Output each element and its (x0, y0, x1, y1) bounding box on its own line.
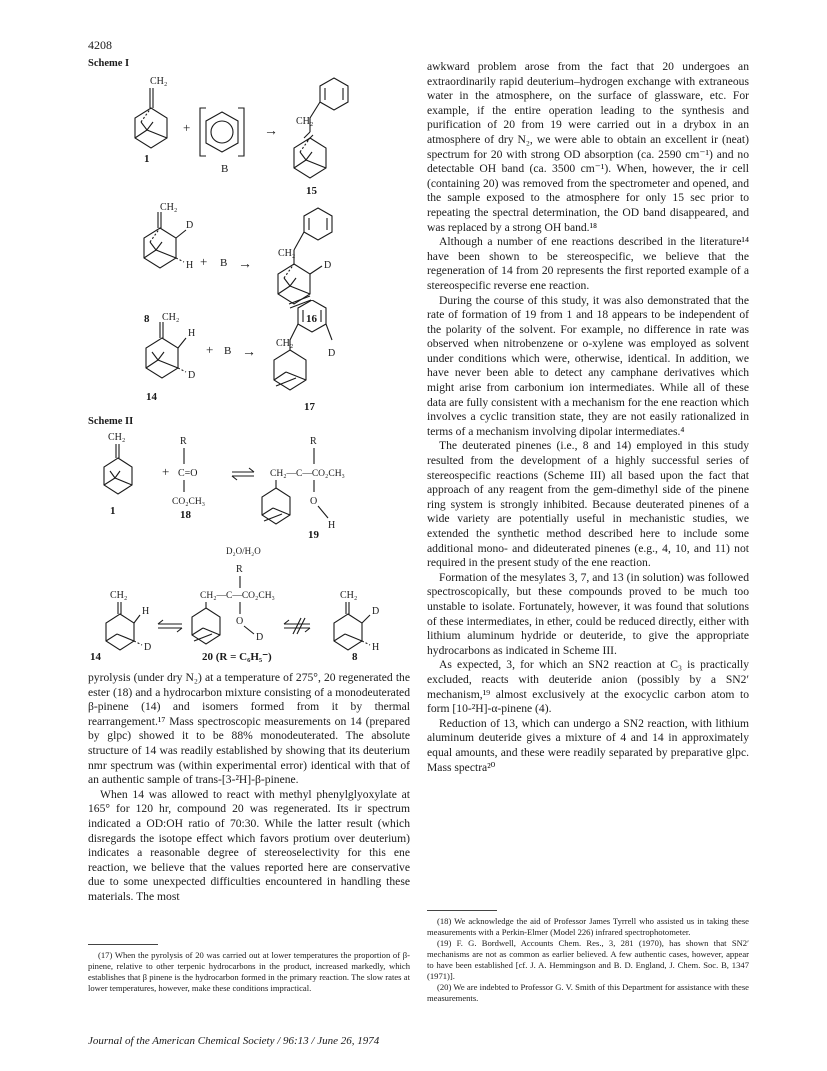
blocked-equilibrium-arrow (284, 618, 310, 634)
right-footnotes (427, 916, 749, 1004)
right-paragraph: Reduction of 13, which can undergo a SN2 reaction, with lithium aluminum deuteride gives a mixture of 4 and 14 in approximately equal amounts, and these were readily separated by preparative glpc. Mass spectra²⁰ (427, 716, 749, 774)
compound-18-number: 18 (180, 509, 191, 521)
d-label-16: D (324, 260, 332, 271)
footnote-17: (17) When the pyrolysis of 20 was carried out at lower temperatures the proportion of β-pinene, relative to other terpenic hydrocarbons in the product, increased markedly, which establishes that β pinene is the hydrocarbon formed in the primary reaction. The slow rates at lower temperatures, however, make these conditions impractical. (88, 950, 410, 993)
equilibrium-arrow-2 (158, 620, 182, 632)
right-paragraph: During the course of this study, it was also demonstrated that the rate of formation of 19 from 1 and 18 appears to be independent of the polarity of the solvent. For example, no difference in rate was observed when nitrobenzene or o-xylene was employed as solvent under conditions which were, otherwise, identical. In addition, we have never been able to detect any camphane derivatives which might arise from carbonium ion intermediates. While all of these data are fully consistent with a mechanism for the ene reaction which involves a cyclic transition state, they are not easily rationalized in terms of a mechanism involving dipolar intermediates.⁴ (427, 293, 749, 438)
compound-1-s2-structure (104, 444, 132, 494)
left-paragraph: pyrolysis (under dry N₂) at a temperature of 275°, 20 regenerated the ester (18) and a hydrocarbon mixture consisting of a monodeuterated β-pinene (14) and isomers formed from it by thermal rearrangement.¹⁷ Mass spectroscopic measurements on 14 (prepared by glpc) showed it to be 88% monodeuterated. The absolute structure of 14 was readily established by showing that its deuterium nmr spectrum was (within experimental error) identical with that of an authentic sample of trans-[3-²H]-β-pinene. (88, 671, 410, 787)
right-paragraph: The deuterated pinenes (i.e., 8 and 14) employed in this study resulted from the development of a highly successful series of stereospecific reactions (Scheme III) all based upon the fact that approach of any reagent from the gem-dimethyl side of the pinene ring system is strongly inhibited. Because deuterated pinenes of a wide variety are potentially useful in mechanistic studies, we extended the synthetic method described here to include some additional mono- and dideuterated pinenes (e.g., 4, 10, and 11) not required in the present study of the ene reaction. (427, 439, 749, 570)
compound-14-s2-number: 14 (90, 651, 101, 663)
benzyne-label-2: B (220, 257, 228, 269)
ester-chain-19: CH₂—C—CO₂CH₃ (270, 469, 345, 479)
d-label-8-s2: D (372, 606, 380, 617)
d-label-14: D (188, 370, 196, 381)
compound-8-number: 8 (144, 313, 150, 325)
compound-1-number: 1 (144, 153, 150, 165)
compound-20-structure (192, 602, 220, 644)
page-number: 4208 (88, 38, 112, 52)
compound-8-s2-structure (334, 602, 370, 650)
compound-16-number: 16 (306, 313, 317, 325)
compound-14-s2-structure (106, 602, 142, 650)
h-label-8: H (186, 260, 194, 271)
benzyne-structure (200, 108, 244, 156)
benzyne-label: B (221, 163, 229, 175)
reaction-arrow-3: → (242, 345, 256, 360)
journal-footer: Journal of the American Chemical Society / 96:13 / June 26, 1974 (88, 1035, 380, 1047)
h-label-14-s2: H (142, 606, 150, 617)
ch2-label-s2: CH₂ (108, 432, 126, 443)
compound-14-number: 14 (146, 391, 157, 403)
compound-14-structure (146, 322, 186, 378)
right-paragraph: awkward problem arose from the fact that 20 undergoes an extraordinarily rapid deuterium–hydrogen exchange with extraneous water in the atmosphere, on the surface of glassware, etc. For example, if the entire operation leading to the synthesis and purification of 20 from 19 were carried out in a drybox in an atmosphere of dry N₂, we were able to obtain an excellent ir (neat) spectrum for 20 with strong OD absorption (ca. 2590 cm⁻¹) and no detectable OH band (ca. 3500 cm⁻¹). When, however, the ir cell (containing 20) was removed from the spectrometer and opened, and the sample exposed to the atmosphere for only 15 sec prior to repeating the spectral determination, the OD band disappeared, and was replaced by a strong OH band.¹⁸ (427, 60, 749, 234)
scheme-2-label: Scheme II (88, 416, 134, 427)
scheme-2-diagram (88, 428, 410, 668)
plus-sign-3: + (206, 342, 214, 357)
compound-8-structure (144, 212, 186, 268)
ch2-label-17: CH₂ (276, 338, 294, 349)
right-paragraph: As expected, 3, for which an SN2 reaction at C₃ is practically excluded, reacts with deuteride anion (possibly by a SN2′ mechanism,¹⁹ almost exclusively at the exocyclic carbon atom to form [10-²H]-α-pinene (4). (427, 658, 749, 716)
d-label-17: D (328, 348, 336, 359)
compound-20-number: 20 (R = C₆H₅⁻) (202, 651, 272, 663)
left-body (88, 671, 410, 905)
plus-sign: + (183, 120, 191, 135)
d-label-14-s2: D (144, 642, 152, 653)
o-label-20: O (236, 616, 244, 627)
reaction-arrow: → (264, 124, 278, 139)
reagent-label: D₂O/H₂O (226, 546, 261, 556)
h-label-8-s2: H (372, 642, 380, 653)
ch2-label-14-s2: CH₂ (110, 590, 128, 601)
compound-1-s2-number: 1 (110, 505, 116, 517)
ch2-label: CH₂ (150, 76, 168, 87)
compound-19-number: 19 (308, 529, 319, 541)
equilibrium-arrow-1 (232, 468, 254, 480)
benzyne-label-3: B (224, 345, 232, 357)
compound-8-s2-number: 8 (352, 651, 358, 663)
compound-15-structure (294, 78, 348, 178)
ester-chain-20: CH₂—C—CO₂CH₃ (200, 591, 275, 601)
r-label-18: R (180, 436, 187, 447)
r-label-20: R (236, 564, 243, 575)
carbonyl-label: C=O (178, 468, 198, 479)
scheme-1-label: Scheme I (88, 58, 130, 69)
plus-sign-s2: + (162, 464, 170, 479)
left-paragraph: When 14 was allowed to react with methyl phenylglyoxylate at 165° for 120 hr, compound 20 was regenerated. Its ir spectrum indicated a OD:OH ratio of 70:30. While the latter result (which disregards the isotope effect which favors protium over deuterium) indicates a reasonable degree of stereoselectivity for this ene reaction, we believe that the values reported here are conservative due to some unexpected difficulties encountered in handling these materials. The most (88, 787, 410, 903)
d-label-20: D (256, 632, 264, 643)
compound-19-structure (262, 480, 290, 524)
h-label-14: H (188, 328, 196, 339)
compound-15-number: 15 (306, 185, 317, 197)
right-paragraph: Although a number of ene reactions described in the literature¹⁴ have been shown to be stereospecific, we believe that the regeneration of 14 from 20 represents the first reported example of a stereospecific reverse ene reaction. (427, 235, 749, 292)
reaction-arrow-2: → (238, 257, 252, 272)
ester-label-18: CO₂CH₃ (172, 497, 206, 507)
ch2-label-16: CH₂ (278, 248, 296, 259)
footnote-20: (20) We are indebted to Professor G. V. Smith of this Department for assistance with these measurements. (427, 982, 749, 1003)
footnote-19: (19) F. G. Bordwell, Accounts Chem. Res., 3, 281 (1970), has shown that SN2′ mechanisms are not as common as earlier believed. A few authentic cases, however, appear to have been established [cf. J. A. Hemmingson and B. D. England, J. Chem. Soc. B, 1347 (1971)]. (427, 938, 749, 981)
right-paragraph: Formation of the mesylates 3, 7, and 13 (in solution) was followed spectroscopically, but these compounds proved to be much too unstable to isolate. Fortunately, however, it was found that solutions of these intermediates, in ether, could be reduced directly, either with lithium aluminum hydride or deuteride, to give the appropriate hydrocarbons as indicated in Scheme III. (427, 570, 749, 657)
ch2-label-14: CH₂ (162, 312, 180, 323)
h-label-19: H (328, 520, 336, 531)
left-footnotes (88, 950, 410, 994)
ch2-label-8: CH₂ (160, 202, 178, 213)
r-label-19: R (310, 436, 317, 447)
scheme-1-row-3 (88, 300, 410, 412)
compound-17-number: 17 (304, 401, 315, 412)
ch2-label-15: CH₂ (296, 116, 314, 127)
compound-1-structure (135, 88, 167, 148)
footnote-rule-right (427, 910, 497, 911)
footnote-18: (18) We acknowledge the aid of Professor James Tyrrell who assisted us in taking these measurements with a Perkin-Elmer (Model 226) infrared spectrophotometer. (427, 916, 749, 937)
right-body (427, 60, 749, 775)
footnote-rule-left (88, 944, 158, 945)
d-label-8: D (186, 220, 194, 231)
ch2-label-8-s2: CH₂ (340, 590, 358, 601)
o-label-19: O (310, 496, 318, 507)
plus-sign-2: + (200, 254, 208, 269)
